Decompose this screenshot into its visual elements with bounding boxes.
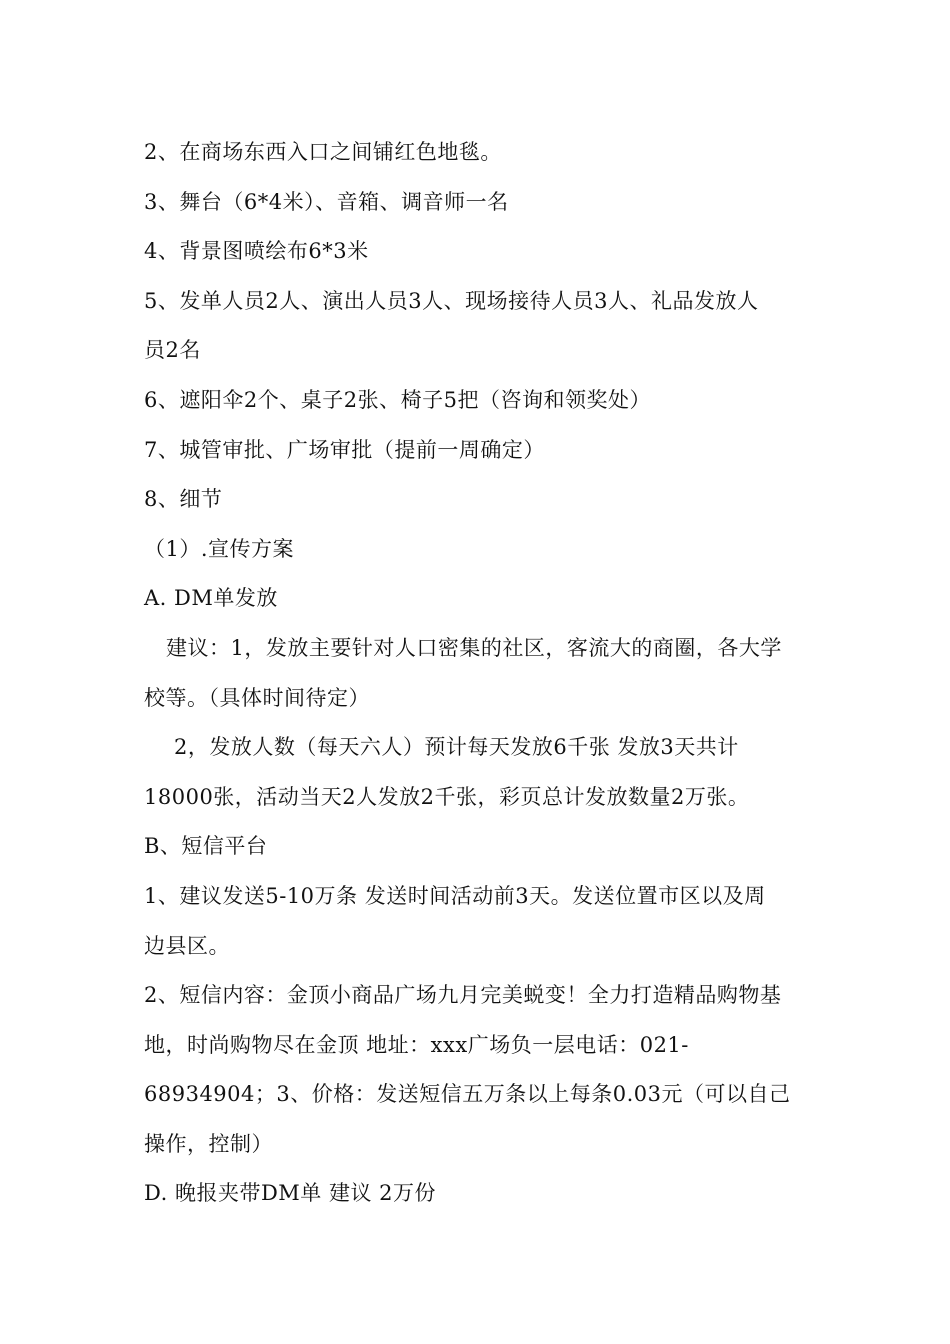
text-line: 边县区。: [144, 933, 230, 958]
text-line: 3、舞台（6*4米）、音箱、调音师一名: [144, 189, 509, 214]
text-line: 校等。（具体时间待定）: [144, 685, 370, 710]
text-line: 建议：1，发放主要针对人口密集的社区，客流大的商圈，各大学: [166, 635, 782, 660]
subsection-heading: D. 晚报夹带DM单 建议 2万份: [144, 1181, 436, 1206]
text-line: 68934904；3、价格：发送短信五万条以上每条0.03元（可以自己: [144, 1082, 791, 1107]
text-line: 7、城管审批、广场审批（提前一周确定）: [144, 437, 545, 462]
text-line: 2、短信内容：金顶小商品广场九月完美蜕变！全力打造精品购物基: [144, 983, 782, 1008]
subsection-heading: B、短信平台: [144, 834, 268, 859]
text-line: 6、遮阳伞2个、桌子2张、椅子5把（咨询和领奖处）: [144, 387, 651, 412]
text-line: 2、在商场东西入口之间铺红色地毯。: [144, 140, 502, 164]
text-line: 5、发单人员2人、演出人员3人、现场接待人员3人、礼品发放人: [144, 288, 759, 313]
subsection-heading: A. DM单发放: [144, 586, 278, 611]
text-line: 8、细节: [144, 487, 223, 512]
text-line: 4、背景图喷绘布6*3米: [144, 239, 369, 264]
text-line: 2，发放人数（每天六人）预计每天发放6千张 发放3天共计: [174, 735, 739, 760]
section-heading: （1）.宣传方案: [144, 536, 295, 561]
text-line: 1、建议发送5-10万条 发送时间活动前3天。发送位置市区以及周: [144, 883, 766, 908]
document-body: [144, 128, 816, 1219]
text-line: 18000张，活动当天2人发放2千张，彩页总计发放数量2万张。: [144, 784, 750, 809]
text-line: 员2名: [144, 338, 201, 363]
text-line: 地，时尚购物尽在金顶 地址：xxx广场负一层电话：021-: [144, 1032, 689, 1057]
text-line: 操作，控制）: [144, 1131, 273, 1156]
